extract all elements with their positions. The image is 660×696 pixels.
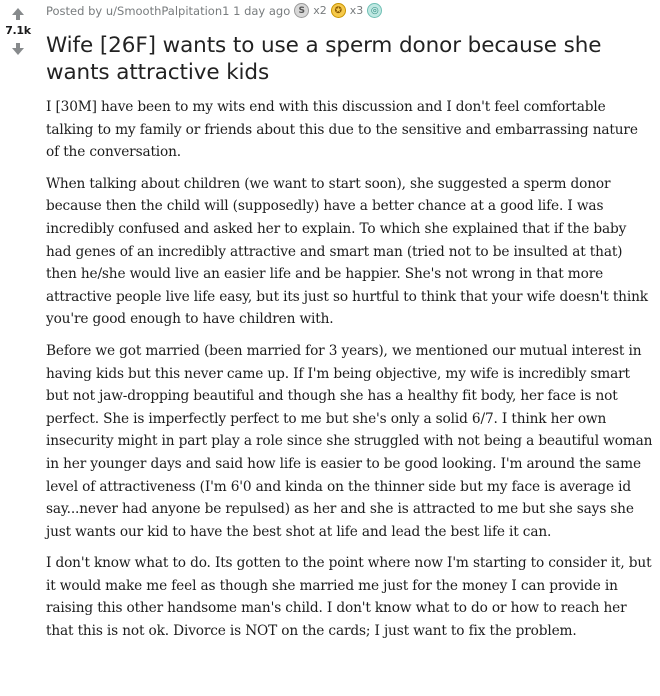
- posted-by-text: Posted by u/SmoothPalpitation1 1 day ago: [46, 3, 291, 18]
- post-paragraph: I [30M] have been to my wits end with this discussion and I don't feel comfortable talking to my family or friends about this due to the sensitive and embarrassing nature of the conversation.: [46, 99, 638, 161]
- downvote-arrow-icon[interactable]: [12, 48, 24, 55]
- silver-award-count: x2: [313, 4, 327, 17]
- platinum-award-icon[interactable]: ◎: [367, 3, 382, 18]
- upvote-arrow-stem: [16, 15, 20, 20]
- gold-award-icon[interactable]: ✪: [331, 3, 346, 18]
- upvote-arrow-icon[interactable]: [12, 8, 24, 15]
- post-paragraph: Before we got married (been married for 3 years), we mentioned our mutual interest in having kids but this never came up. If I'm being objective, my wife is incredibly smart but not jaw-dropping beautiful and though she has a healthy fit body, her face is not perfect. She is imperfectly perfect to me but she's only a solid 6/7. I think her own insecurity might in part play a role since she struggled with not being a beautiful woman in her younger days and said how life is easier to be good looking. I'm around the same level of attractiveness (I'm 6'0 and kinda on the thinner side but my face is average id say...never had anyone be repulsed) as her and she is attracted to me but she says she just wants our kid to have the best shot at life and lead the best life it can.: [46, 342, 653, 540]
- post-paragraph: When talking about children (we want to start soon), she suggested a sperm donor because then the child will (supposedly) have a better chance at a good life. I was incredibly confused and asked her to explain. To which she explained that if the baby had genes of an incredibly attractive and smart man (tried not to be insulted at that) then he/she would live an easier life and be happier. She's not wrong in that more attractive people live life easy, but its just so hurtful to think that your wife doesn't think you're good enough to have children with.: [46, 175, 648, 328]
- vote-column: [0, 0, 36, 55]
- post-body: [46, 96, 654, 652]
- silver-award-icon[interactable]: S: [294, 3, 309, 18]
- gold-award-count: x3: [349, 4, 364, 17]
- post-title[interactable]: Wife [26F] wants to use a sperm donor because she wants attractive kids: [46, 33, 602, 85]
- vote-score: 7.1k: [5, 24, 31, 37]
- post-meta: [46, 3, 382, 18]
- post-paragraph: I don't know what to do. Its gotten to the point where now I'm starting to consider it, but it would make me feel as though she married me just for the money I can provide in raising this other handsome man's child. I don't know what to do or how to reach her that this is not ok. Divorce is NOT on the cards; I just want to fix the problem.: [46, 555, 652, 640]
